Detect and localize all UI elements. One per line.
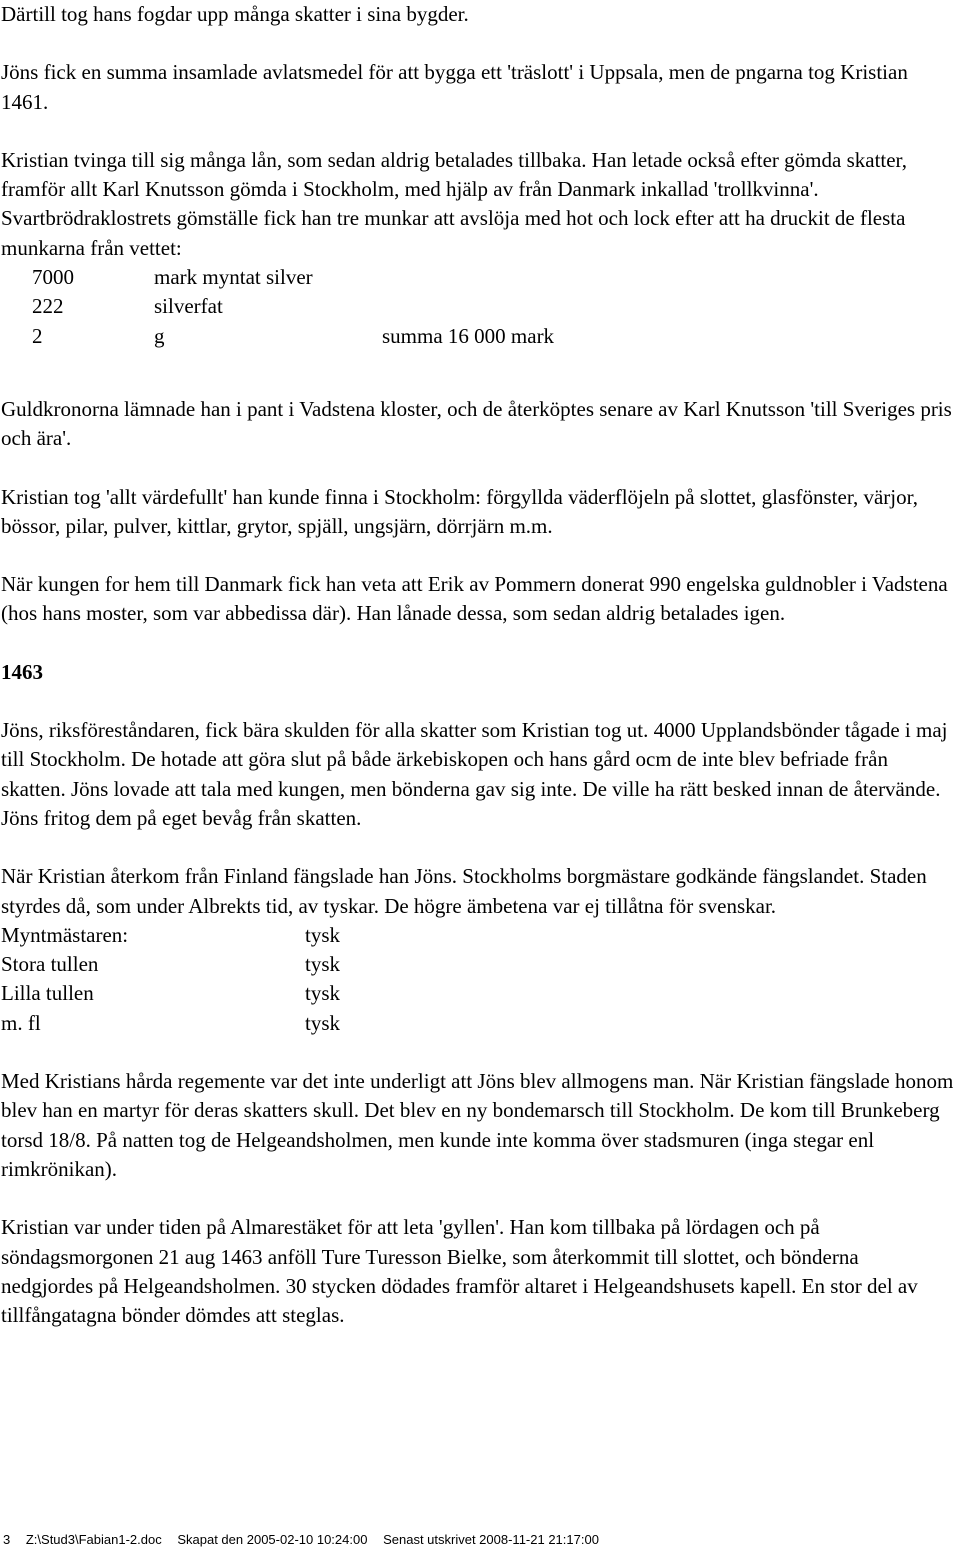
page-number: 3 xyxy=(3,1532,11,1547)
document-page xyxy=(1,0,956,1330)
paragraph-6: När kungen for hem till Danmark fick han veta att Erik av Pommern donerat 990 engelska guldnobler i Vadstena (hos hans moster, som var abbedissa där). Han lånade dessa, som sedan aldrig betalades igen. xyxy=(1,572,948,626)
treasure-row xyxy=(32,263,956,292)
treasure-item: silverfat xyxy=(154,294,223,319)
paragraph-9: Med Kristians hårda regemente var det inte underligt att Jöns blev allmogens man. När Kristian fängslade honom blev han en martyr för deras skatters skull. Det blev en ny bondemarsch till Stockholm. De kom till Brunkeberg torsd 18/8. På natten tog de Helgeandsholmen, men kunde inte komma över stadsmuren (inga stegar enl rimkrönikan). xyxy=(1,1069,954,1181)
office-holder: tysk xyxy=(305,1010,341,1035)
paragraph-3: Kristian tvinga till sig många lån, som sedan aldrig betalades tillbaka. Han letade också efter gömda skatter, framför allt Karl Knutsson gömda i Stockholm, med hjälp av från Danmark inkallad 'trollkvinna'. Svartbrödraklostrets gömställe fick han tre munkar att avslöja med hot och lock efter att ha druckit de flesta munkarna från vettet: xyxy=(1,147,907,260)
page-footer xyxy=(3,1532,611,1548)
office-row xyxy=(1,950,956,979)
office-holder: tysk xyxy=(305,981,341,1006)
section-heading: 1463 xyxy=(1,659,43,684)
treasure-row xyxy=(32,322,956,351)
treasure-note: summa 16 000 mark xyxy=(382,323,555,348)
office-name: Myntmästaren: xyxy=(1,922,129,947)
office-name: Stora tullen xyxy=(1,952,99,977)
file-path: Z:\Stud3\Fabian1-2.doc xyxy=(25,1532,162,1547)
office-name: m. fl xyxy=(1,1010,41,1035)
created-date: Skapat den 2005-02-10 10:24:00 xyxy=(177,1532,368,1547)
office-name: Lilla tullen xyxy=(1,981,94,1006)
office-row xyxy=(1,921,956,950)
treasure-list xyxy=(1,263,956,351)
treasure-item: mark myntat silver xyxy=(154,265,313,290)
paragraph-1: Därtill tog hans fogdar upp många skatter i sina bygder. xyxy=(1,2,469,26)
office-holder: tysk xyxy=(305,952,341,977)
treasure-qty: 2 xyxy=(32,323,43,348)
treasure-qty: 222 xyxy=(32,294,64,319)
printed-date: Senast utskrivet 2008-11-21 21:17:00 xyxy=(383,1532,599,1547)
treasure-item: g xyxy=(154,323,165,348)
paragraph-8: När Kristian återkom från Finland fängslade han Jöns. Stockholms borgmästare godkände fängslandet. Staden styrdes då, som under Albrekts tid, av tyskar. De högre ämbetena var ej tillåtna för svenskar. xyxy=(1,864,927,918)
paragraph-7: Jöns, riksföreståndaren, fick bära skulden för alla skatter som Kristian tog ut. 4000 Upplandsbönder tågade i maj till Stockholm. De hotade att göra slut på både ärkebiskopen och hans gård ocm de inte blev befriade från skatten. Jöns lovade att tala med kungen, men bönderna gav sig inte. De ville ha rätt besked innan de återvände. Jöns fritog dem på eget bevåg från skatten. xyxy=(1,718,948,830)
office-holder: tysk xyxy=(305,922,341,947)
paragraph-5: Kristian tog 'allt värdefullt' han kunde finna i Stockholm: förgyllda väderflöjeln på slottet, glasfönster, värjor, bössor, pilar, pulver, kittlar, grytor, spjäll, ungsjärn, dörrjärn m.m. xyxy=(1,484,919,538)
paragraph-4: Guldkronorna lämnade han i pant i Vadstena kloster, och de återköptes senare av Karl Knutsson 'till Sveriges pris och ära'. xyxy=(1,396,952,451)
office-row xyxy=(1,979,956,1008)
treasure-row xyxy=(32,292,956,321)
paragraph-2: Jöns fick en summa insamlade avlatsmedel för att bygga ett 'träslott' i Uppsala, men de pngarna tog Kristian 1461. xyxy=(1,60,908,114)
office-row xyxy=(1,1009,956,1038)
paragraph-10: Kristian var under tiden på Almarestäket för att leta 'gyllen'. Han kom tillbaka på lördagen och på söndagsmorgonen 21 aug 1463 anföll Ture Turesson Bielke, som återkommit till slottet, och bönderna nedgjordes på Helgeandsholmen. 30 stycken dödades framför altaret i Helgeandshusets kapell. En stor del av tillfångatagna bönder dömdes att steglas. xyxy=(1,1215,918,1328)
offices-list xyxy=(1,921,956,1038)
treasure-qty: 7000 xyxy=(32,265,74,290)
